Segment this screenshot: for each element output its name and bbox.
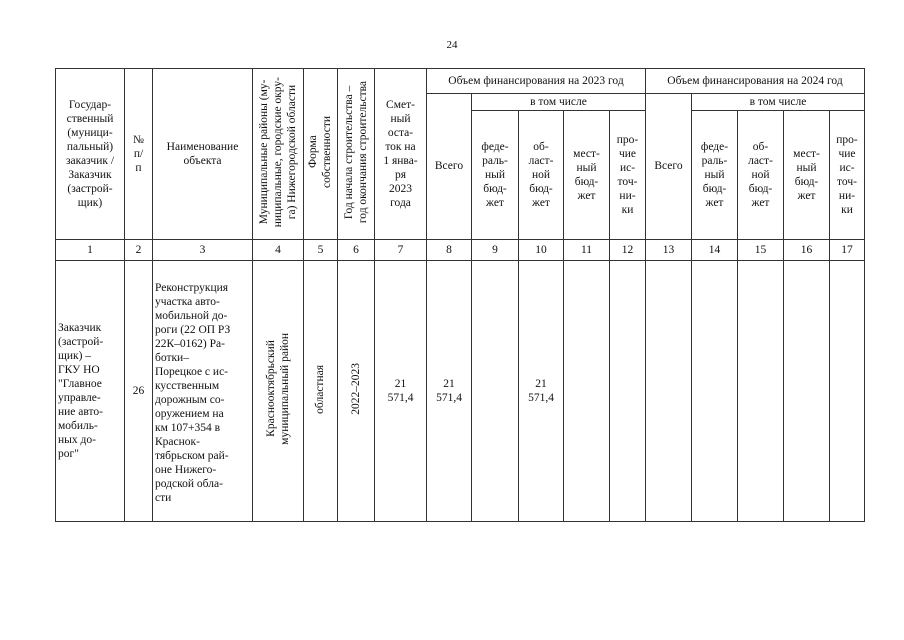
header-local-2023-text: мест- ный бюд- жет (573, 147, 600, 203)
column-number: 4 (253, 240, 304, 261)
header-financing-2024: Объем финансирования на 2024 год (646, 69, 865, 94)
column-number: 3 (153, 240, 253, 261)
header-other-2024 (830, 111, 865, 240)
header-total-2024: Всего (646, 94, 692, 240)
cell-customer (56, 261, 125, 522)
page-number: 24 (446, 39, 458, 51)
header-including-2024: в том числе (692, 94, 865, 111)
header-regional-2024 (738, 111, 784, 240)
column-number: 8 (427, 240, 472, 261)
header-estimate (375, 69, 427, 240)
column-number: 14 (692, 240, 738, 261)
cell-no: 26 (125, 261, 153, 522)
cell-other-2023 (610, 261, 646, 522)
column-number: 10 (519, 240, 564, 261)
column-number: 15 (738, 240, 784, 261)
cell-ownership-text: областная (314, 364, 327, 414)
header-total-2023: Всего (427, 94, 472, 240)
header-object-name-text: Наименование объекта (166, 140, 239, 167)
cell-ownership (304, 261, 338, 522)
header-years (338, 69, 375, 240)
cell-years (338, 261, 375, 522)
header-other-2023-text: про- чие ис- точ- ни- ки (616, 133, 639, 217)
header-regional-2023-text: об- ласт- ной бюд- жет (528, 140, 554, 210)
cell-federal-2024 (692, 261, 738, 522)
header-local-2024 (784, 111, 830, 240)
header-ownership-text: Форма собственности (307, 116, 334, 188)
header-customer-text: Государ- ственный (муници- пальный) заказчик / Заказчик (застрой- щик) (65, 98, 115, 210)
header-federal-2024 (692, 111, 738, 240)
header-federal-2023 (472, 111, 519, 240)
cell-district (253, 261, 304, 522)
column-number: 7 (375, 240, 427, 261)
column-number: 16 (784, 240, 830, 261)
column-number: 2 (125, 240, 153, 261)
cell-local-2024 (784, 261, 830, 522)
cell-regional-2023-text: 21 571,4 (528, 377, 554, 404)
cell-total-2023 (427, 261, 472, 522)
header-regional-2024-text: об- ласт- ной бюд- жет (748, 140, 773, 210)
column-number: 12 (610, 240, 646, 261)
column-number: 5 (304, 240, 338, 261)
header-regional-2023 (519, 111, 564, 240)
header-local-2023 (564, 111, 610, 240)
cell-district-text: Краснооктябрьский муниципальный район (264, 333, 291, 445)
header-no-text: № п/ п (133, 133, 144, 174)
cell-total-2023-text: 21 571,4 (436, 377, 462, 404)
header-other-2024-text: про- чие ис- точ- ни- ки (836, 133, 858, 217)
table-row (56, 261, 865, 522)
column-number: 13 (646, 240, 692, 261)
cell-years-text: 2022–2023 (349, 363, 362, 415)
column-number: 11 (564, 240, 610, 261)
cell-other-2024 (830, 261, 865, 522)
cell-object-name-text: Реконструкция участка авто- мобильной до- роги (22 ОП РЗ 22К–0162) Ра- ботки– Порецкое с ис- кусственным дорожным со- оружением на км 107+354 в Краснок- тябрьском рай- оне Нижего- родской обла- сти (155, 282, 231, 505)
header-ownership (304, 69, 338, 240)
cell-estimate-text: 21 571,4 (387, 377, 414, 404)
header-districts (253, 69, 304, 240)
cell-local-2023 (564, 261, 610, 522)
header-including-2023: в том числе (472, 94, 646, 111)
header-years-text: Год начала строительства – год окончания строительства (342, 80, 369, 224)
column-number: 9 (472, 240, 519, 261)
cell-customer-text: Заказчик (застрой- щик) – ГКУ НО "Главное управле- ние авто- мобиль- ных до- рог" (58, 321, 104, 461)
header-object-name (153, 69, 253, 240)
cell-object-name (153, 261, 253, 522)
header-local-2024-text: мест- ный бюд- жет (793, 147, 820, 203)
column-number: 17 (830, 240, 865, 261)
cell-regional-2023 (519, 261, 564, 522)
financing-table (55, 68, 865, 522)
header-customer (56, 69, 125, 240)
header-other-2023 (610, 111, 646, 240)
cell-total-2024 (646, 261, 692, 522)
header-districts-text: Муниципальные районы (му- ниципальные, городские окру- га) Нижегородской области (257, 76, 298, 228)
column-number: 6 (338, 240, 375, 261)
header-federal-2024-text: феде- раль- ный бюд- жет (700, 140, 729, 210)
header-financing-2023: Объем финансирования на 2023 год (427, 69, 646, 94)
cell-estimate (375, 261, 427, 522)
column-number: 1 (56, 240, 125, 261)
cell-regional-2024 (738, 261, 784, 522)
header-estimate-text: Смет- ный оста- ток на 1 янва- ря 2023 года (383, 98, 418, 210)
header-federal-2023-text: феде- раль- ный бюд- жет (481, 140, 509, 210)
cell-federal-2023 (472, 261, 519, 522)
header-no (125, 69, 153, 240)
